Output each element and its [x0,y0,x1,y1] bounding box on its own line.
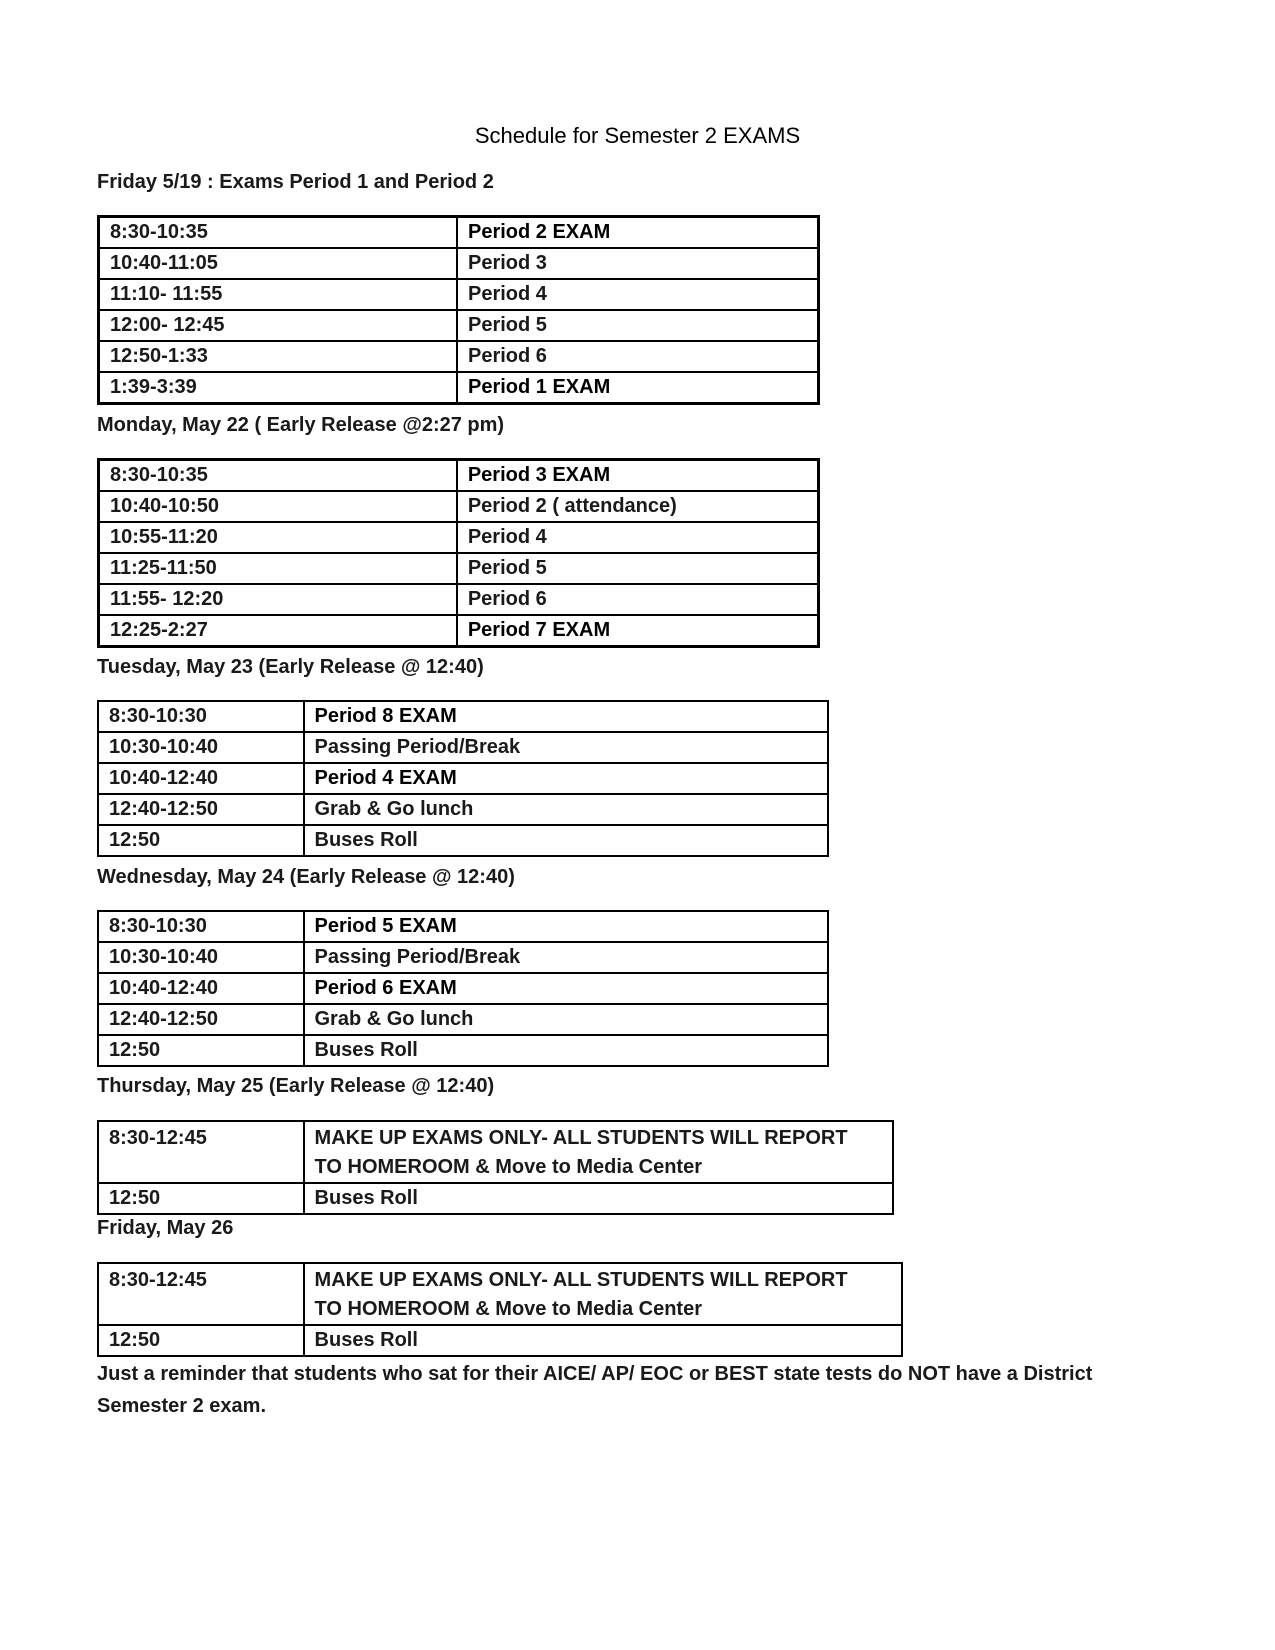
time-cell: 12:50 [98,825,304,856]
day-label-friday-may-26: Friday, May 26 [97,1217,234,1239]
schedule-table-monday-may-22 [97,458,820,648]
activity-cell: Period 3 EXAM [457,460,819,492]
schedule-table-wednesday-may-24 [97,910,829,1067]
time-cell: 11:55- 12:20 [99,584,457,615]
activity-cell: Period 6 [457,341,819,372]
activity-line: MAKE UP EXAMS ONLY- ALL STUDENTS WILL REPORT [314,1269,848,1291]
table-row [99,491,819,522]
activity-cell: Period 6 [457,584,819,615]
table-row [98,911,828,942]
time-cell: 12:50 [98,1035,304,1066]
table-row [99,217,819,249]
activity-cell: Period 4 EXAM [304,763,829,794]
activity-cell: Grab & Go lunch [304,794,829,825]
schedule-table-thursday-may-25 [97,1120,894,1215]
activity-cell: Period 3 [457,248,819,279]
table-row [99,248,819,279]
table-row [99,584,819,615]
table-row [99,615,819,647]
table-row [98,701,828,732]
table-row [98,1263,902,1325]
table-row [99,341,819,372]
time-cell: 11:10- 11:55 [99,279,457,310]
activity-cell: Buses Roll [304,825,829,856]
activity-cell: Period 2 ( attendance) [457,491,819,522]
reminder-line: Just a reminder that students who sat for their AICE/ AP/ EOC or BEST state tests do NOT have a District [97,1363,1093,1385]
table-row [98,1325,902,1356]
table-row [98,1183,893,1214]
time-cell: 12:50 [98,1183,304,1214]
table-row [98,732,828,763]
time-cell: 8:30-12:45 [98,1121,304,1183]
activity-cell: Buses Roll [304,1035,829,1066]
time-cell: 8:30-10:30 [98,911,304,942]
day-label-monday-may-22: Monday, May 22 ( Early Release @2:27 pm) [97,414,505,436]
day-label-friday-5-19: Friday 5/19 : Exams Period 1 and Period 2 [97,171,494,193]
table-row [98,794,828,825]
activity-cell: Period 2 EXAM [457,217,819,249]
time-cell: 10:30-10:40 [98,942,304,973]
time-cell: 10:55-11:20 [99,522,457,553]
time-cell: 12:25-2:27 [99,615,457,647]
activity-line: MAKE UP EXAMS ONLY- ALL STUDENTS WILL REPORT [314,1127,848,1149]
activity-cell: Period 7 EXAM [457,615,819,647]
activity-cell: Period 4 [457,522,819,553]
table-row [99,460,819,492]
page-title: Schedule for Semester 2 EXAMS [474,123,801,148]
activity-cell: Period 1 EXAM [457,372,819,404]
time-cell: 8:30-10:35 [99,217,457,249]
activity-cell [304,1121,893,1183]
time-cell: 10:40-10:50 [99,491,457,522]
reminder-note [97,1358,1197,1422]
table-row [98,825,828,856]
day-label-wednesday-may-24: Wednesday, May 24 (Early Release @ 12:40) [97,866,515,888]
table-row [98,942,828,973]
table-row [99,553,819,584]
activity-cell: Period 6 EXAM [304,973,829,1004]
activity-cell: Passing Period/Break [304,942,829,973]
activity-cell: Period 5 [457,553,819,584]
activity-line: TO HOMEROOM & Move to Media Center [314,1298,702,1320]
time-cell: 12:50-1:33 [99,341,457,372]
table-row [99,310,819,341]
time-cell: 8:30-12:45 [98,1263,304,1325]
table-row [99,279,819,310]
time-cell: 10:40-11:05 [99,248,457,279]
table-row [98,1121,893,1183]
time-cell: 12:00- 12:45 [99,310,457,341]
time-cell: 8:30-10:35 [99,460,457,492]
activity-cell: Period 4 [457,279,819,310]
reminder-line: Semester 2 exam. [97,1395,267,1417]
activity-cell: Period 5 EXAM [304,911,829,942]
activity-cell [304,1263,902,1325]
time-cell: 10:40-12:40 [98,973,304,1004]
schedule-table-tuesday-may-23 [97,700,829,857]
table-row [99,372,819,404]
time-cell: 12:40-12:50 [98,1004,304,1035]
activity-cell: Buses Roll [304,1183,893,1214]
time-cell: 10:40-12:40 [98,763,304,794]
table-row [98,1004,828,1035]
activity-cell: Period 8 EXAM [304,701,829,732]
activity-line: TO HOMEROOM & Move to Media Center [314,1156,702,1178]
activity-cell: Grab & Go lunch [304,1004,829,1035]
time-cell: 10:30-10:40 [98,732,304,763]
day-label-tuesday-may-23: Tuesday, May 23 (Early Release @ 12:40) [97,656,484,678]
schedule-table-friday-5-19 [97,215,820,405]
table-row [99,522,819,553]
activity-cell: Passing Period/Break [304,732,829,763]
time-cell: 11:25-11:50 [99,553,457,584]
table-row [98,973,828,1004]
table-row [98,763,828,794]
time-cell: 12:50 [98,1325,304,1356]
schedule-table-friday-may-26 [97,1262,903,1357]
time-cell: 12:40-12:50 [98,794,304,825]
table-row [98,1035,828,1066]
day-label-thursday-may-25: Thursday, May 25 (Early Release @ 12:40) [97,1075,495,1097]
time-cell: 1:39-3:39 [99,372,457,404]
time-cell: 8:30-10:30 [98,701,304,732]
activity-cell: Buses Roll [304,1325,902,1356]
activity-cell: Period 5 [457,310,819,341]
